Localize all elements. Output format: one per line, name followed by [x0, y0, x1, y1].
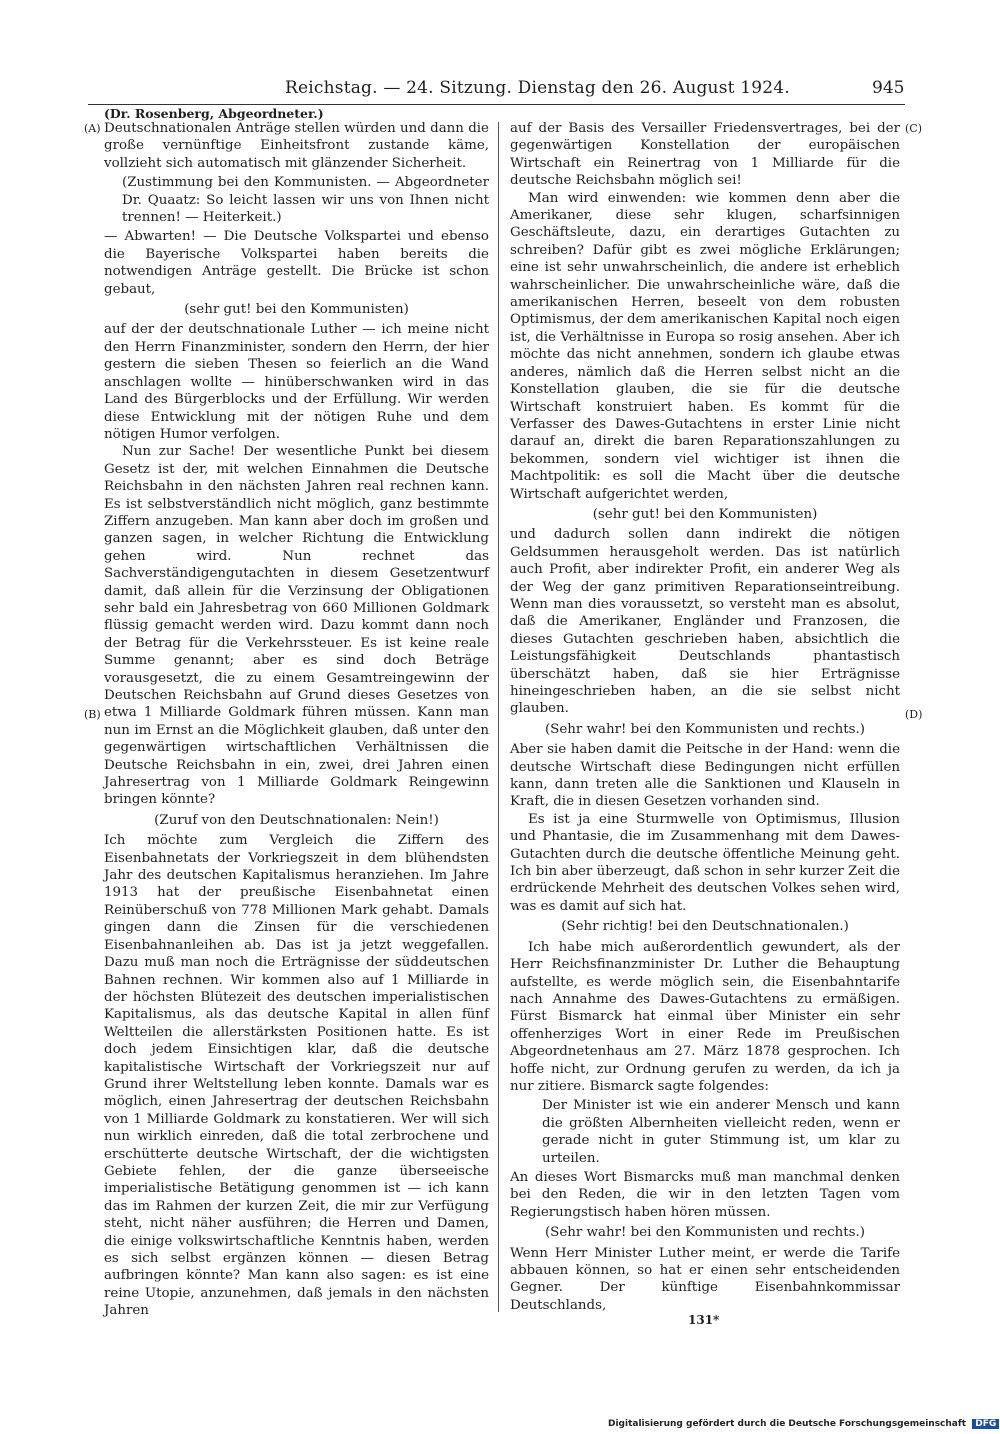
paragraph: Nun zur Sache! Der wesentliche Punkt bei diesem Gesetz ist der, mit welchen Einnahmen die Deutsche Reichsbahn in den nächsten Jahren real rechnen kann. Es ist selbstverständlich nicht möglich, ganz bestimmte Ziffern anzugeben. Man kann aber doch im großen und ganzen sagen, in welcher Richtung die Entwicklung gehen wird. Nun rechnet das Sachverständigengutachten in diesem Gesetzentwurf damit, daß allein für die Verzinsung der Obligationen sehr bald ein Jahresbetrag von 660 Millionen Goldmark flüssig gemacht werden wird. Dazu kommt dann noch der Betrag für die Verkehrssteuer. Es ist keine reale Summe genannt; aber es sind doch Beträge vorausgesetzt, die zu einem Gesamtreingewinn der Deutschen Reichsbahn auf Grund dieses Gesetzes von etwa 1 Milliarde Goldmark führen müssen. Kann man nun im Ernst an die Möglichkeit glauben, daß unter den gegenwärtigen wirtschaftlichen Verhältnissen die Deutsche Reichsbahn in ein, zwei, drei Jahren einen Jahresertrag von 1 Milliarde Goldmark Reingewinn bringen könnte?	[104, 444, 489, 808]
margin-marker-b: (B)	[84, 708, 101, 721]
interjection: (Sehr wahr! bei den Kommunisten und rechts.)	[544, 1225, 866, 1241]
paragraph: An dieses Wort Bismarcks muß man manchmal denken bei den Reden, die wir in den letzten Tagen vom Regierungstisch haben hören müssen.	[510, 1169, 900, 1220]
sheet-number: 131*	[688, 1313, 720, 1327]
block-quote: Der Minister ist wie ein anderer Mensch und kann die größten Albernheiten vielleicht reden, wenn er gerade nicht in guter Stimmung ist, um klar zu urteilen.	[542, 1098, 900, 1166]
paragraph: Ich möchte zum Vergleich die Ziffern des Eisenbahnetats der Vorkriegszeit in dem blühendsten Jahr des deutschen Kapitalismus heranziehen. Im Jahre 1913 hat der preußische Eisenbahnetat einen Reinüberschuß von 778 Millionen Mark gehabt. Damals gingen dann die Zinsen für die verschiedenen Eisenbahnanleihen ab. Das ist ja jetzt weggefallen. Dazu muß man noch die Erträgnisse der süddeutschen Bahnen rechnen. Wir kommen also auf 1 Milliarde in der höchsten Blütezeit des deutschen imperialistischen Kapitalismus, als das deutsche Kapital in allen fünf Weltteilen die allerstärksten Positionen hatte. Es ist doch jedem Einsichtigen klar, daß die deutsche kapitalistische Wirtschaft der Vorkriegszeit nur auf Grund ihrer Weltstellung leben konnte. Damals war es möglich, einen Jahresertrag der deutschen Reichsbahn von 1 Milliarde Goldmark zu konstatieren. Wer will sich nun wirklich einreden, daß die total zerbrochene und erschütterte deutsche Wirtschaft, der die wichtigsten Gebiete fehlen, der die ganze überseeische imperialistische Betätigung genommen ist — ich kann das im Rahmen der kurzen Zeit, die mir zur Verfügung steht, nicht näher ausführen; die Herren und Damen, die einige volkswirtschaftliche Kenntnis haben, werden es sich selbst ergänzen können — diesen Betrag aufbringen könnte? Man kann also sagen: es ist eine reine Utopie, anzunehmen, daß jemals in den nächsten Jahren	[104, 833, 489, 1319]
column-divider	[498, 122, 499, 1312]
interjection: (Zustimmung bei den Kommunisten. — Abgeordneter Dr. Quaatz: So leicht lassen wir uns von Ihnen nicht trennen! — Heiterkeit.)	[122, 175, 489, 226]
paragraph: Wenn Herr Minister Luther meint, er werde die Tarife abbauen können, so hat er einen sehr entscheidenden Gegner. Der künftige Eisenbahnkommissar Deutschlands,	[510, 1245, 900, 1313]
interjection: (Sehr richtig! bei den Deutschnationalen.)	[561, 919, 849, 935]
paragraph: Deutschnationalen Anträge stellen würden und dann die große vernünftige Einheitsfront zustande käme, vollzieht sich automatisch mit glänzender Sicherheit.	[104, 121, 489, 171]
running-title: Reichstag. — 24. Sitzung. Dienstag den 26. August 1924.	[285, 78, 790, 98]
right-column	[510, 120, 900, 1314]
credit-text: Digitalisierung gefördert durch die Deutsche Forschungsgemeinschaft	[608, 1419, 967, 1429]
interjection: (sehr gut! bei den Kommunisten)	[592, 506, 818, 522]
paragraph: auf der der deutschnationale Luther — ich meine nicht den Herrn Finanzminister, sondern den Herrn, der hier gestern die sieben Thesen so feierlich an die Wand anschlagen wollte — hinüberschwanken wird in das Land des Bürgerblocks und der Erfüllung. Wir werden diese Entwicklung mit der nötigen Ruhe und dem nötigen Humor verfolgen.	[104, 322, 489, 442]
interjection: (Zuruf von den Deutschnationalen: Nein!)	[154, 812, 439, 828]
margin-marker-d: (D)	[905, 708, 923, 721]
margin-marker-c: (C)	[905, 122, 922, 135]
paragraph: auf der Basis des Versailler Friedensvertrages, bei der gegenwärtigen Konstellation der europäischen Wirtschaft ein Reinertrag von 1 Milliarde für die deutsche Reichsbahn möglich sei!	[510, 121, 900, 189]
paragraph: Man wird einwenden: wie kommen denn aber die Amerikaner, diese sehr klugen, scharfsinnigen Geschäftsleute, dazu, ein derartiges Gutachten zu schreiben? Dafür gibt es zwei mögliche Erklärungen; eine ist sehr unwahrscheinlich, die andere ist erheblich wahrscheinlicher. Die unwahrscheinliche wäre, daß die amerikanischen Herren, beseelt von dem robusten Optimismus, der dem amerikanischen Kapital noch eigen ist, die Verhältnisse in Europa so rosig ansehen. Aber ich möchte das nicht annehmen, sondern ich glaube etwas anderes, nämlich daß die Herren selbst nicht an die Konstellation glauben, die sie für die deutsche Wirtschaft konstruiert haben. Es kommt für die Verfasser des Dawes-Gutachtens in erster Linie nicht darauf an, direkt die baren Reparationszahlungen zu bekommen, sondern viel wichtiger ist ihnen die Machtpolitik: es soll die Macht über die deutsche Wirtschaft aufgerichtet werden,	[510, 190, 900, 502]
paragraph: — Abwarten! — Die Deutsche Volkspartei und ebenso die Bayerische Volkspartei haben bereits die notwendigen Anträge gestellt. Die Brücke ist schon gebaut,	[104, 229, 489, 297]
dfg-logo: DFG	[972, 1419, 999, 1429]
paragraph: und dadurch sollen dann indirekt die nötigen Geldsummen herausgeholt werden. Das ist natürlich auch Profit, aber indirekter Profit, ein anderer Weg als der Weg der ganz primitiven Reparationseintreibung. Wenn man dies voraussetzt, so versteht man es absolut, daß die Amerikaner, Engländer und Franzosen, die dieses Gutachten geschrieben haben, absichtlich die Leistungsfähigkeit Deutschlands phantastisch überschätzt haben, daß sie hier Erträgnisse hineingeschrieben haben, an die sie selbst nicht glauben.	[510, 527, 900, 717]
page-header	[0, 78, 1000, 104]
interjection: (sehr gut! bei den Kommunisten)	[184, 302, 409, 318]
speaker-line: (Dr. Rosenberg, Abgeordneter.)	[104, 106, 324, 121]
page-number: 945	[872, 78, 905, 98]
left-column	[104, 120, 489, 1320]
paragraph: Ich habe mich außerordentlich gewundert, als der Herr Reichsfinanzminister Dr. Luther die Behauptung aufstellte, es werde möglich sein, die Eisenbahntarife nach Annahme des Dawes-Gutachtens zu ermäßigen. Fürst Bismarck hat einmal über Minister ein sehr offenherziges Wort in einer Rede im Preußischen Abgeordnetenhaus am 27. März 1878 gesprochen. Ich hoffe nicht, zur Ordnung gerufen zu werden, da ich ja nur zitiere. Bismarck sagte folgendes:	[510, 939, 900, 1094]
interjection: (Sehr wahr! bei den Kommunisten und rechts.)	[544, 721, 866, 737]
paragraph: Es ist ja eine Sturmwelle von Optimismus, Illusion und Phantasie, die im Zusammenhang mit dem Dawes-Gutachten durch die deutsche öffentliche Meinung geht. Ich bin aber überzeugt, daß schon in sehr kurzer Zeit die erdrückende Mehrheit des deutschen Volkes sehen wird, was es damit auf sich hat.	[510, 811, 900, 914]
header-rule	[88, 104, 905, 105]
paragraph: Aber sie haben damit die Peitsche in der Hand: wenn die deutsche Wirtschaft diese Bedingungen nicht erfüllen kann, dann treten alle die Sanktionen und Klauseln in Kraft, die in diesen Gesetzen vorhanden sind.	[510, 742, 900, 810]
digitization-credit	[608, 1419, 999, 1429]
margin-marker-a: (A)	[84, 122, 101, 135]
